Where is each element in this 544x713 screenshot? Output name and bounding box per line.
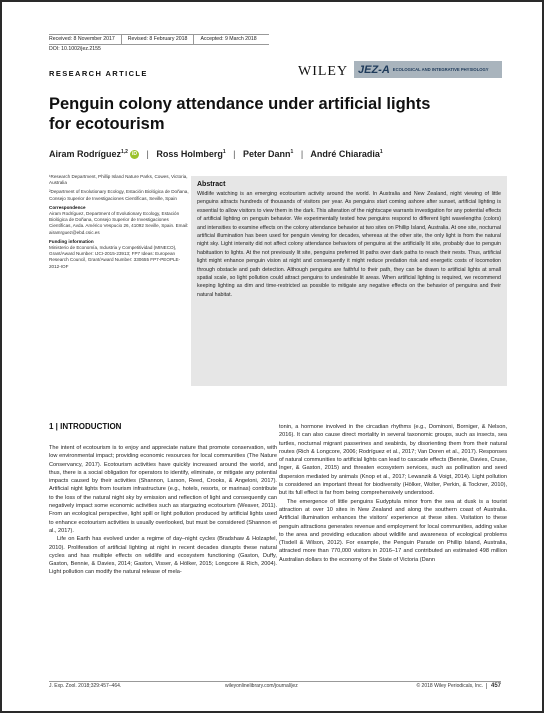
- separator: |: [146, 149, 149, 159]
- correspondence-text: Airam Rodríguez, Department of Evolutionary Ecology, Estación Biológica de Doñana, Consejo Superior de Investigaciones Científicas, Avda. Américo Vespucio 26, 41092 Seville, Spain. Email: airamrguez@ebd.csic.es: [49, 211, 189, 235]
- doi[interactable]: DOI: 10.1002/jez.2155: [49, 46, 101, 52]
- article-type: RESEARCH ARTICLE: [49, 69, 148, 78]
- author-affil: 1: [290, 149, 294, 155]
- page-number: 457: [486, 683, 501, 689]
- page-footer: [49, 681, 501, 691]
- copyright-text: © 2018 Wiley Periodicals, Inc.: [416, 683, 483, 689]
- journal-logo: [354, 61, 502, 78]
- journal-url[interactable]: wileyonlinelibrary.com/journal/jez: [225, 683, 298, 689]
- abstract-text: Wildlife watching is an emerging ecotourism activity around the world. In Australia and New Zealand, night viewing of little penguins attracts hundreds of thousands of visitors per year. As penguins start coming ashore after sunset, artificial lighting is essential to allow visitors to view them in the dark. This alteration of the nightscape warrants investigation for any potential effects of artificial lighting on penguin behavior. We experimentally tested how penguins respond to different light wavelengths (colors) and intensities to examine effects on the colony attendance behavior at two sites on Phillip Island, Australia. At one site, nocturnal artificial illumination has been used for penguin viewing for decades, whereas at the other site, the only light is from the natural night sky. Light intensity did not affect colony attendance behaviors of penguins at the artificially lit site, probably due to penguin habituation to lights. At the not previously lit site, penguins preferred lit paths over dark paths to reach their nests. Thus, artificial light might enhance penguin vision at night and consequently it might reduce predation risk and energetic costs of locomotion through obstacle and path detection. Although penguins are faithful to their path, they can be drawn to artificial lights at small spatial scale, so light pollution could attract penguins to undesirable lit areas. When artificial lighting is required, we recommend keeping lighting as dim and time-restricted as possible to mitigate any negative effects on the behavior of penguins and their natural habitat.: [197, 191, 501, 298]
- author-name[interactable]: André Chiaradia: [310, 149, 380, 159]
- author-affil: 1,2: [121, 149, 128, 155]
- correspondence-heading: Correspondence: [49, 204, 86, 210]
- journal-abbr: JEZ-A: [358, 63, 390, 76]
- affiliations-panel: [49, 174, 189, 273]
- separator: |: [233, 149, 236, 159]
- publisher-logo: WILEY: [298, 64, 349, 79]
- abstract-box: [191, 176, 507, 386]
- citation: J. Exp. Zool. 2018;329:457–464.: [49, 683, 122, 689]
- paragraph: The intent of ecotourism is to enjoy and appreciate nature that promote conservation, with low environmental impact; providing economic resources for local communities (The Nature Conservancy, 2017). Ecotourism activities have quickly increased around the world, and thus, there is a social obligation for operators to identify, eliminate, or mitigate any potential impacts caused by their activities (Shannon, Larson, Reed, Crooks, & Angeloni, 2017). Artificial night lights from tourism infrastructure (e.g., hotels, resorts, or marinas) contribute to the loss of the natural night sky by emission and reflection of light and consequently can negatively impact some economic activities such as stargazing ecotourism (Weaver, 2011). From an ecological perspective, light spill or light pollution produced by artificial lights used to enhance ecotourism activities is usually overlooked, but must be considered (Shannon et al., 2017).: [49, 445, 277, 534]
- accepted-date: Accepted: 9 March 2018: [200, 36, 257, 42]
- orcid-icon[interactable]: iD: [131, 151, 137, 158]
- revised-date: Revised: 8 February 2018: [128, 35, 195, 44]
- body-column-right: [279, 423, 507, 564]
- funding-text: Ministerio de Economía, Industria y Competitividad (MINECO), Grant/Award Number: IJCI-2015-23913; FP7 Ideas: European Research Council, Grant/Award Number: 330655 FP7-PEOPLE-2012-IOF: [49, 245, 181, 269]
- history-bar: [49, 34, 269, 45]
- abstract-heading: Abstract: [197, 181, 226, 188]
- separator: |: [300, 149, 304, 159]
- section-heading: 1 | INTRODUCTION: [49, 422, 122, 431]
- affiliation: ²Department of Evolutionary Ecology, Estación Biológica de Doñana, Consejo Superior de Investigaciones Científicas, Seville, Spain: [49, 189, 189, 201]
- copyright: [416, 682, 501, 691]
- author-name[interactable]: Peter Dann: [243, 149, 291, 159]
- paragraph: Life on Earth has evolved under a regime of day–night cycles (Bradshaw & Holzapfel, 2010). Proliferation of artificial lighting at night in recent decades disrupts these natural cycles and has multiple effects on wildlife and ecosystem functioning (Gaston, Duffy, Gaston, Bennie, & Davies, 2014; Gaston, Visser, & Hölker, 2015; Longcore & Rich, 2004). Light pollution can modify the natural release of mela-: [49, 536, 277, 576]
- article-page: [2, 2, 542, 711]
- body-column-left: [49, 444, 277, 577]
- author-name[interactable]: Ross Holmberg: [156, 149, 223, 159]
- funding-heading: Funding information: [49, 238, 94, 244]
- author-affil: 1: [379, 149, 383, 155]
- affiliation: ¹Research Department, Phillip Island Nature Parks, Cowes, Victoria, Australia: [49, 174, 188, 186]
- author-affil: 1: [222, 149, 226, 155]
- received-date: Received: 8 November 2017: [49, 35, 122, 44]
- author-list: [49, 149, 383, 159]
- author-name[interactable]: Airam Rodríguez: [49, 149, 122, 159]
- journal-name: ECOLOGICAL AND INTEGRATIVE PHYSIOLOGY: [392, 67, 489, 72]
- paragraph: tonin, a hormone involved in the circadian rhythms (e.g., Dominoni, Borniger, & Nelson, 2016). It can also cause direct mortality in several taxonomic groups, such as insects, sea turtles, nocturnal migrant passerines and seabirds, by disorienting them from their natural routes (Rich & Longcore, 2006; Rodríguez et al., 2017; Van Doren et al., 2017). Responses of natural communities to artificial lights can lead to cascade effects (Bennie, Davies, Cruse, Inger, & Gaston, 2015) and threaten ecosystem services, such as pollination and seed dispersion mediated by animals (Knop et al., 2017; Lewanzik & Voigt, 2014). Light pollution is considered an important threat for biodiversity (Hölker, Wolter, Perkin, & Tockner, 2010), but its full effect is far from being comprehensively understood.: [279, 424, 507, 497]
- paragraph: The emergence of little penguins Eudyptula minor from the sea at dusk is a tourist attraction at over 10 sites in New Zealand and along the southern coast of Australia. Artificial illumination enhances the visitors' experience at these sites. Visitation to these penguin attractions generates revenue and employment for local communities, adding value to the area and providing education about wildlife and awareness of ecological problems (Tisdell & Wilson, 2012). For example, the Penguin Parade on Phillip Island, Australia, attracted more than 770,000 visitors in 2016–17 and contributed an estimated 498 million Australian dollars to the economy of the State of Victoria (Dann: [279, 498, 507, 563]
- article-title: Penguin colony attendance under artificial lights for ecotourism: [49, 95, 431, 133]
